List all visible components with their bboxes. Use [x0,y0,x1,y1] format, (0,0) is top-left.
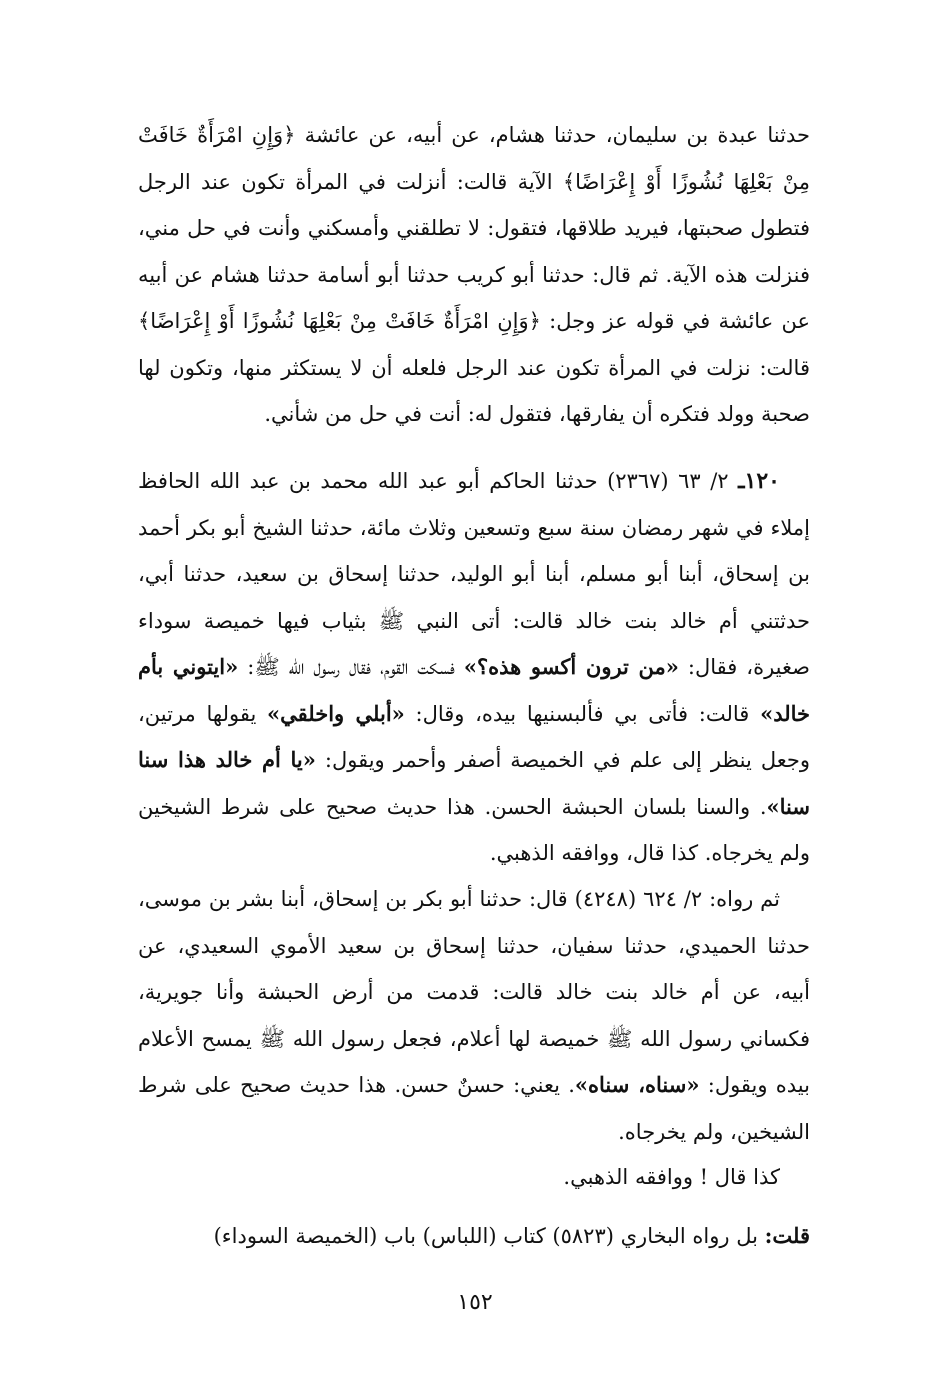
paragraph-text: كذا قال ! ووافقه الذهبي. [563,1165,780,1189]
paragraph-text: قالت: فأتى بي فألبسنيها بيده، وقال: [404,701,761,726]
paragraph-text: بل رواه البخاري (٥٨٢٣) كتاب (اللباس) باب (الخميصة السوداء) [213,1224,765,1248]
prophet-quote: «سناه، سناه» [574,1072,700,1097]
paragraph-text: . والسنا بلسان الحبشة الحسن. هذا حديث صحيح على شرط الشيخين ولم يخرجاه. كذا قال، ووافقه الذهبي. [138,794,810,865]
paragraph-text: . يعني: حسنٌ حسن. هذا حديث صحيح على شرط الشيخين، ولم يخرجاه. [138,1073,810,1144]
paragraph-second-narration [138,876,810,1155]
paragraph-hadith-120 [138,458,810,877]
note-label: قلت: [764,1223,810,1248]
prophet-quote: «أبلي واخلقي» [267,700,405,726]
paragraph-text: ثم رواه: ٢/ ٦٢٤ (٤٢٤٨) قال: حدثنا أبو بكر بن إسحاق، أبنا بشر بن موسى، حدثنا الحميدي، حدثنا سفيان، حدثنا إسحاق بن سعيد الأموي السعيدي، عن أبيه، عن أم خالد بنت خالد قالت: قدمت من أرض الحبشة وأنا جويرية، فكساني رسول الله ﷺ خميصة لها أعلام، فجعل رسول الله ﷺ يمسح الأعلام بيده ويقول: [138,887,810,1097]
prophet-quote: «يا أم خالد هذا سنا سنا» [138,747,810,819]
paragraph-text: ٢/ ٦٣ (٢٣٦٧) حدثنا الحاكم أبو عبد الله محمد بن عبد الله الحافظ إملاء في شهر رمضان سنة سبع وتسعين وثلاث مائة، حدثنا الشيخ أبو بكر أحمد بن إسحاق، أبنا أبو مسلم، أبنا أبو الوليد، حدثنا إسحاق بن سعيد، حدثنا أبي، حدثتني أم خالد بنت خالد قالت: أتى النبي ﷺ بثياب فيها خميصة سوداء صغيرة، فقال: [138,469,810,679]
paragraph-text: حدثنا عبدة بن سليمان، حدثنا هشام، عن أبيه، عن عائشة ﴿وَإِنِ امْرَأَةٌ خَافَتْ مِنْ بَعْلِهَا نُشُوزًا أَوْ إِعْرَاضًا﴾ الآية قالت: أنزلت في المرأة تكون عند الرجل فتطول صحبتها، فيريد طلاقها، فتقول: لا تطلقني وأمسكني وأنت في حل مني، فنزلت هذه الآية. ثم قال: حدثنا أبو كريب حدثنا أبو أسامة حدثنا هشام عن أبيه عن عائشة في قوله عز وجل: ﴿وَإِنِ امْرَأَةٌ خَافَتْ مِنْ بَعْلِهَا نُشُوزًا أَوْ إِعْرَاضًا﴾ قالت: نزلت في المرأة تكون عند الرجل فلعله أن لا يستكثر منها، وتكون لها صحبة وولد فتكره أن يفارقها، فتقول له: أنت في حل من شأني. [138,123,810,426]
prophet-quote: «من ترون أكسو هذه؟» [463,654,679,679]
paragraph-comment [138,1154,810,1201]
paragraph-author-note [138,1213,810,1260]
prophet-quote: «ايتوني بأم خالد» [138,654,810,726]
paragraph-text: فسكت القوم، فقال رسول الله ﷺ: [238,655,464,679]
paragraph-text: يقولها مرتين، وجعل ينظر إلى علم في الخميصة أصفر وأحمر ويقول: [138,701,810,772]
hadith-number: ١٢٠ـ [738,468,780,494]
page-number: ١٥٢ [457,1290,493,1315]
paragraph-hadith-aisha [138,112,810,438]
